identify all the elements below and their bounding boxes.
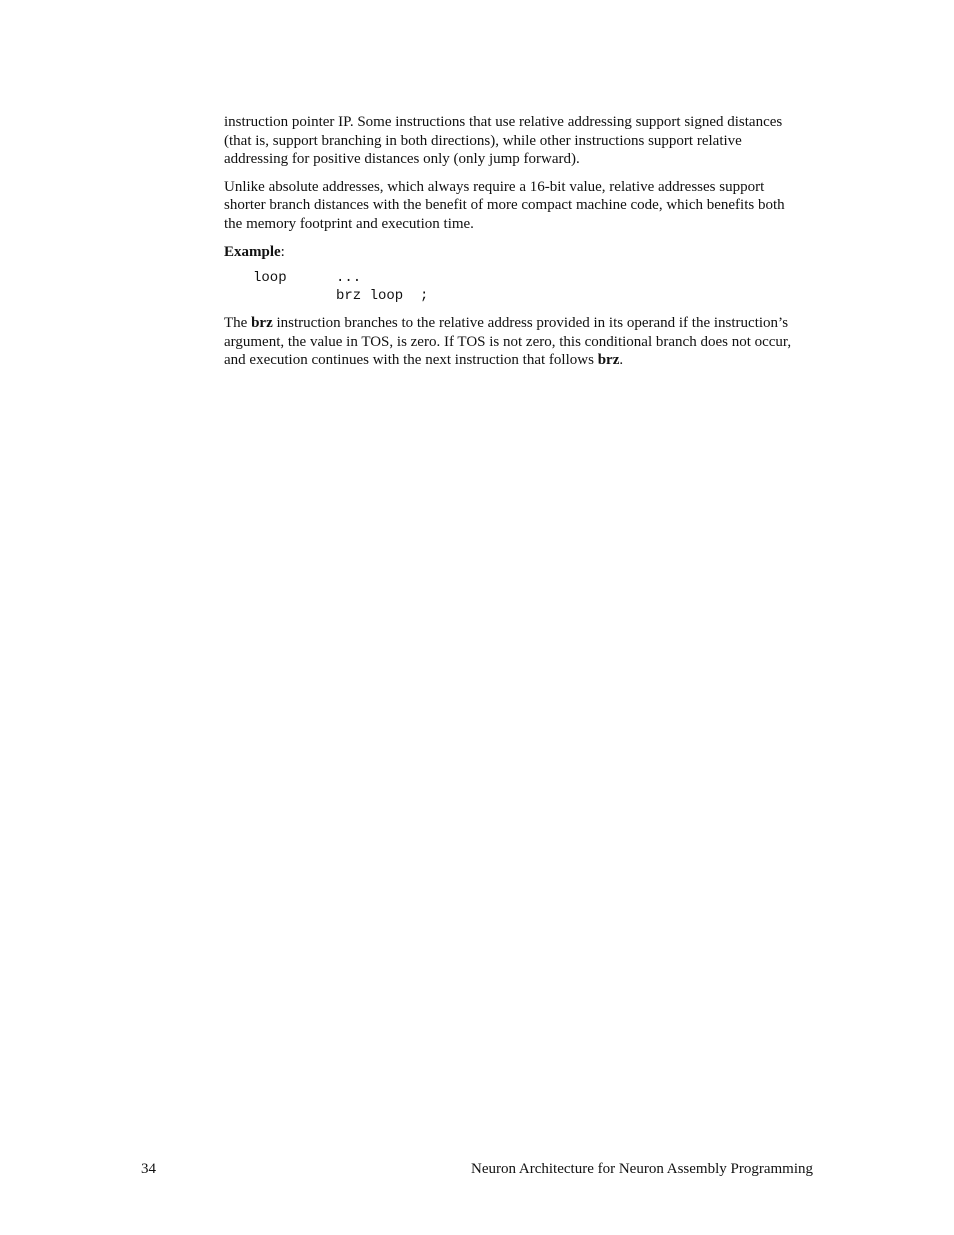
- code-line: [224, 269, 796, 287]
- text-run: The: [224, 315, 252, 332]
- main-content: [224, 113, 796, 379]
- instruction-name: brz: [597, 352, 620, 369]
- paragraph-absolute-vs-relative: Unlike absolute addresses, which always require a 16-bit value, relative addresses support shorter branch distances with the benefit of more compact machine code, which benefits both the memory footprint and execution time.: [224, 178, 785, 232]
- text-run: .: [619, 352, 624, 369]
- code-example: [224, 269, 796, 305]
- instruction-name: brz: [251, 315, 273, 332]
- code-instruction: ...: [336, 270, 362, 287]
- code-instruction: brz loop ;: [336, 288, 429, 305]
- paragraph-relative-addressing: instruction pointer IP. Some instructions that use relative addressing support signed distances (that is, support branching in both directions), while other instructions support relative addressing for positive distances only (only jump forward).: [224, 114, 783, 168]
- paragraph-brz-description: [224, 314, 796, 370]
- example-heading: [224, 243, 796, 262]
- running-footer-title: Neuron Architecture for Neuron Assembly Programming: [470, 1161, 813, 1177]
- text-run: instruction branches to the relative address provided in its operand if the instruction’s argument, the value in TOS, is zero. If TOS is not zero, this conditional branch does not occur, and execution continues with the next instruction that follows: [224, 315, 792, 369]
- page-number: 34: [141, 1161, 156, 1177]
- example-label: Example: [224, 243, 281, 260]
- code-label: loop: [253, 270, 287, 287]
- example-colon: :: [280, 243, 285, 260]
- code-line: [224, 287, 796, 305]
